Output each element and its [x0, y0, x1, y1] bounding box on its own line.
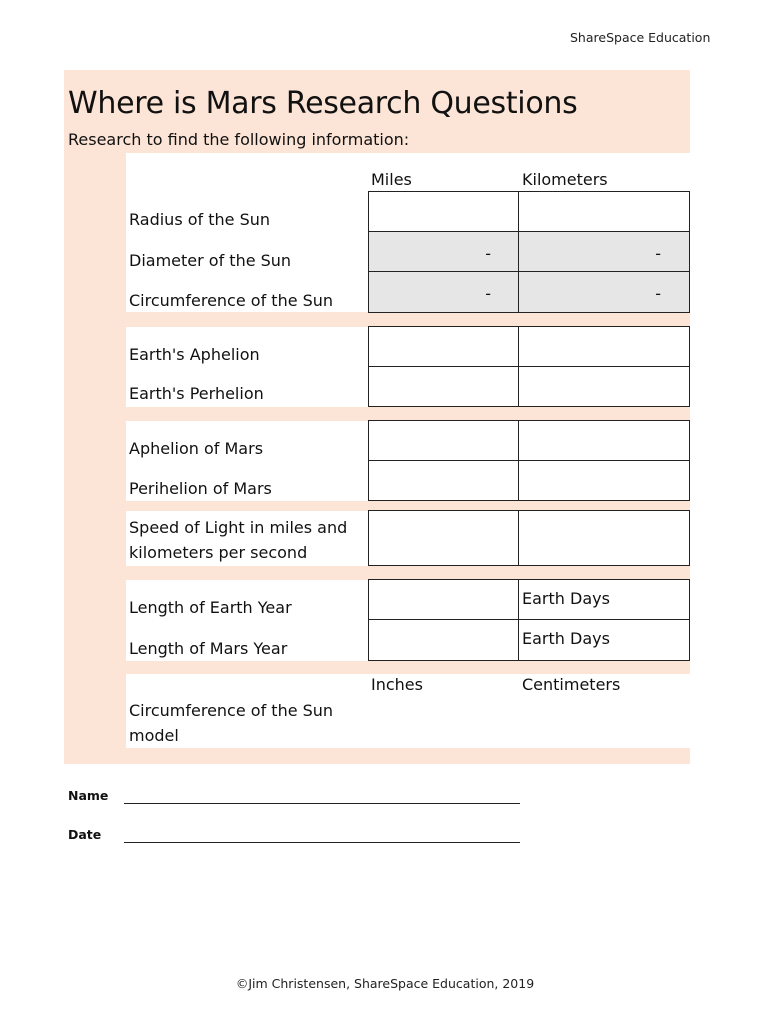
earth-days-unit: Earth Days: [522, 589, 610, 608]
page-subtitle: Research to find the following information:: [68, 130, 410, 149]
input-radius-sun-miles[interactable]: [368, 191, 520, 233]
date-label: Date: [68, 827, 102, 842]
dash-value: -: [485, 284, 491, 303]
row-label-mars-year: Length of Mars Year: [129, 639, 288, 658]
column-header-miles: Miles: [371, 170, 412, 189]
footer-copyright: ©Jim Christensen, ShareSpace Education, 2019: [235, 976, 535, 991]
input-radius-sun-km[interactable]: [518, 191, 690, 233]
row-label-circumference-sun: Circumference of the Sun: [129, 291, 334, 310]
input-mars-year-days[interactable]: [368, 619, 520, 661]
row-label-earth-aphelion: Earth's Aphelion: [129, 345, 260, 364]
row-label-speed-light-line1: Speed of Light in miles and: [129, 518, 348, 537]
calc-circumference-sun-km: [518, 271, 690, 313]
dash-value: -: [655, 244, 661, 263]
earth-year-unit-cell: [518, 579, 690, 621]
name-label: Name: [68, 788, 109, 803]
row-label-model-line2: model: [129, 726, 179, 745]
dash-value: -: [485, 244, 491, 263]
header-org: ShareSpace Education: [570, 30, 711, 45]
column-header-centimeters: Centimeters: [522, 675, 621, 694]
input-mars-aphelion-km[interactable]: [518, 420, 690, 462]
row-label-radius-sun: Radius of the Sun: [129, 210, 271, 229]
input-mars-perihelion-km[interactable]: [518, 460, 690, 501]
row-label-earth-year: Length of Earth Year: [129, 598, 292, 617]
input-earth-aphelion-miles[interactable]: [368, 326, 520, 368]
input-earth-perhelion-km[interactable]: [518, 366, 690, 407]
row-label-diameter-sun: Diameter of the Sun: [129, 251, 292, 270]
input-mars-aphelion-miles[interactable]: [368, 420, 520, 462]
row-label-mars-perihelion: Perihelion of Mars: [129, 479, 272, 498]
page-title: Where is Mars Research Questions: [68, 86, 578, 121]
row-label-earth-perhelion: Earth's Perhelion: [129, 384, 264, 403]
column-header-kilometers: Kilometers: [522, 170, 608, 189]
date-line[interactable]: [124, 842, 520, 843]
input-speed-light-km[interactable]: [518, 510, 690, 566]
row-label-mars-aphelion: Aphelion of Mars: [129, 439, 264, 458]
calc-circumference-sun-miles: [368, 271, 520, 313]
input-earth-aphelion-km[interactable]: [518, 326, 690, 368]
column-header-inches: Inches: [371, 675, 423, 694]
mars-year-unit-cell: [518, 619, 690, 661]
input-speed-light-miles[interactable]: [368, 510, 520, 566]
name-line[interactable]: [124, 803, 520, 804]
input-earth-perhelion-miles[interactable]: [368, 366, 520, 407]
dash-value: -: [655, 284, 661, 303]
row-label-model-line1: Circumference of the Sun: [129, 701, 334, 720]
row-label-speed-light-line2: kilometers per second: [129, 543, 308, 562]
earth-days-unit: Earth Days: [522, 629, 610, 648]
input-earth-year-days[interactable]: [368, 579, 520, 621]
calc-diameter-sun-km: [518, 231, 690, 273]
calc-diameter-sun-miles: [368, 231, 520, 273]
input-mars-perihelion-miles[interactable]: [368, 460, 520, 501]
